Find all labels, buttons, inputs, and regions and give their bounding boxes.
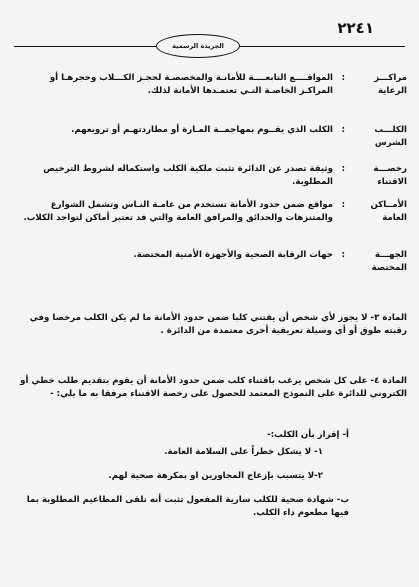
definition-term: رخصـــة الاقتناء <box>373 164 407 187</box>
article-3: المادة ٣- لا يجوز لأي شخص أن يقتني كلبا ضمن حدود الأمانة ما لم يكن الكلب مرخصا وفي رقبته طوق أو أي وسيلة تعريفية أخرى معتمدة من الدائرة . <box>29 313 407 336</box>
article-4-item-a: أ- إقرار بأن الكلب:- <box>267 430 349 440</box>
definition-colon: : <box>341 200 345 210</box>
definition-term: مراكـــز الرعاية <box>374 73 407 96</box>
article-4: المادة ٤- على كل شخص يرغب باقتناء كلب ضمن حدود الأمانة أن يقوم بتقديم طلب خطي أو الكتروني للدائرة على النموذج المعتمد للحصول على رخصة الاقتناء مرفقا به ما يلي: - <box>20 376 407 399</box>
gazette-badge: الجريدة الرسمية <box>156 34 240 58</box>
definition-colon: : <box>341 73 345 83</box>
article-4-item-b: ب- شهادة صحية للكلب سارية المفعول تثبت أنه تلقى المطاعيم المطلوبة بما فيها مطعوم داء الكلب. <box>26 495 349 518</box>
definition-term: الجهـــة المختصة <box>371 250 407 273</box>
definition-colon: : <box>341 125 345 135</box>
definition-term: الكلـــب الشرس <box>374 125 407 148</box>
definition-description: وثيقة تصدر عن الدائرة تثبت ملكية الكلب واستكماله لشروط الترخيص المطلوبة. <box>43 164 333 187</box>
page-number: ٢٢٤١ <box>337 19 374 37</box>
definition-description: مواقع ضمن حدود الأمانة تستخدم من عامـة النـاس وتشمل الشوارع والمتنزهات والحدائق والمرافق العامة والتي قد تعتبر أماكن لتواجد الكلاب. <box>23 200 333 223</box>
definition-description: المواقــــع التابعــــة للأمانـة والمخصصـة لحجـز الكـــلاب وحجرهـا أو المراكـز الخاصـة التـي تعتمـدها الأمانة لذلك. <box>49 73 333 96</box>
definition-colon: : <box>341 250 345 260</box>
article-4-subitem-2: ٢-لا يتسبب بإزعاج المجاورين او بمكرهة صحية لهم. <box>108 471 323 481</box>
definition-term: الأمــاكن العامة <box>370 200 407 223</box>
definition-description: الكلب الذي يقــوم بمهاجمــة المـارة أو مطاردتهـم أو ترويعهم. <box>71 125 333 135</box>
definition-description: جهات الرقابة الصحية والأجهزة الأمنية المختصة. <box>133 250 333 260</box>
article-4-subitem-1: ١- لا يشكل خطراً على السلامة العامة. <box>164 447 323 457</box>
definition-colon: : <box>341 164 345 174</box>
